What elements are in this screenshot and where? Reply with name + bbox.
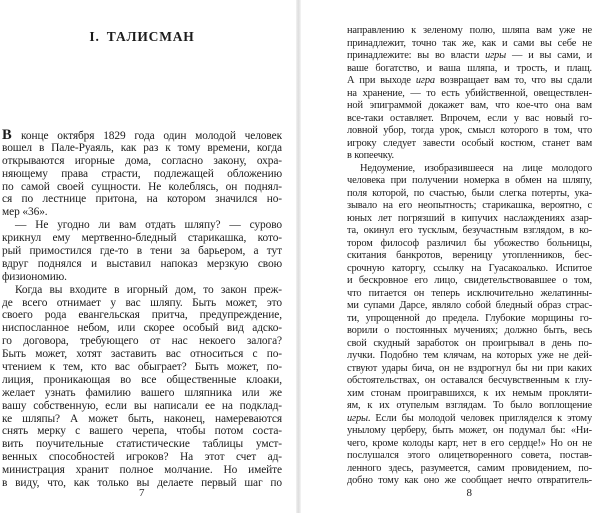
text-line: ствуют удары бича, он не вздрогнул бы ни при каких (347, 362, 592, 374)
paragraph (2, 129, 282, 219)
text-line: что питается он теперь исключительно желатинны- (347, 287, 592, 299)
paragraph (2, 284, 282, 490)
text-line: Быть может, хотят заставить вас относиться с по- (2, 348, 282, 361)
text-line: тором философ различил бы убожество больницы, (347, 237, 592, 249)
text-line: открываются игорные дома, согласно закону, охра- (2, 154, 282, 167)
text-line: желает узнать фамилию вашего шляпника или же (2, 386, 282, 399)
text-line: в виду, что, как только вы делаете первый шаг по (2, 477, 282, 490)
paragraph (347, 25, 592, 163)
text-line: чтением к тем, кто вас обыграет? Быть может, по- (2, 361, 282, 374)
text-line: юных лет погрязший в кипучих наслаждениях азар- (347, 212, 592, 224)
text-line: ной эпиграммой докажет вам, что кое-что она вам (347, 100, 592, 111)
text-line: ниспосланное небом, или скорее особый вид адско- (2, 322, 282, 335)
paragraph (347, 163, 592, 488)
text-line: унылому церберу, быть может, он подумал бы: «Ни- (347, 425, 592, 436)
text-line: послушался этого олицетворенного совета, постав- (347, 450, 592, 461)
text-line: поля которой, по счастью, были слегка потерты, ука- (347, 187, 592, 199)
text-line: обстоятельствах, он оставался бесчувственным к глу- (347, 375, 592, 386)
text-line: добно тому как оно же сообщает нечто отвратитель- (347, 475, 592, 486)
text-line: ям, к их отупелым взглядам. То было воплощение (347, 400, 592, 411)
text-line: направлению к зеленому полю, шляпа вам уже не (347, 25, 592, 36)
text-line: по самой своей сущности. Не колеблясь, он поднял- (2, 180, 282, 193)
text-line: человека при получении номерка в обмен на шляпу, (347, 175, 592, 186)
text-line: министрация хранит полное молчание. Но имейте (2, 464, 282, 477)
text-line: вошел в Пале-Руаяль, как раз к тому времени, когда (2, 141, 282, 154)
paragraph (2, 219, 282, 283)
text-line: срочную каторгу, ссылку на Гуасакоалько. Испитое (347, 262, 592, 274)
text-line: принадлежите: вы во власти игры — и вы сами, и (347, 50, 592, 61)
page-left-text (2, 129, 282, 490)
page-right[interactable] (347, 0, 592, 513)
text-line: вашу собственную, если вы написали ее на подклад- (2, 399, 282, 412)
text-line: Недоумение, изобразившееся на лице молодого (360, 162, 592, 174)
text-line: в копеечку. (347, 150, 394, 161)
text-line: своего рода евангельская притча, предупреждение, (2, 309, 282, 322)
text-line: ворили о постоянных мучениях; должно быть, весь (347, 325, 592, 336)
text-line: ти, упрощенной до предела. Глубокие морщины го- (347, 312, 592, 324)
text-line: игры. Если бы молодой человек пригляделся к этому (347, 412, 592, 424)
text-line: скитания банкротов, вереницу утопленников, бес- (347, 250, 592, 261)
text-line: снять мерку с вашего черепа, чтобы потом соста- (2, 425, 282, 438)
chapter-title: I. ТАЛИСМАН (89, 29, 195, 44)
page-right-text (347, 25, 592, 488)
text-line: ловной убор, тогда урок, смысл которого в том, что (347, 125, 592, 136)
text-line: все-таки оставляет. Впрочем, если у вас новый го- (347, 112, 592, 124)
text-line: ся по лестнице притона, на котором значился но- (2, 193, 282, 206)
text-line: та, окинул его тусклым, безучастным взглядом, в ко- (347, 225, 592, 236)
text-line: чего, кроме колоды карт, нет в его сердце!» Но он не (347, 437, 592, 449)
text-line: Когда вы входите в игорный дом, то закон преж- (15, 283, 282, 296)
drop-cap: В (2, 129, 13, 142)
text-line: В конце октября 1829 года один молодой человек (2, 129, 282, 142)
text-line: физиономию. (2, 270, 67, 283)
text-line: игроку следует завести особый костюм, станет вам (347, 137, 592, 149)
text-line: на хранение, — то есть убийственной, овеществлен- (347, 87, 592, 99)
text-line: — Не угодно ли вам отдать шляпу? — сурово (15, 219, 282, 232)
text-line: венных способностей игроков? На этот счет ад- (2, 451, 282, 464)
text-line: зывало на его неопытность; старикашка, вероятно, с (347, 200, 592, 211)
text-line: вдруг поднялся и выставил напоказ мерзкую свою (2, 257, 282, 270)
text-line: лиция, проникающая во все общественные клоаки, (2, 373, 282, 386)
text-line: рый примостился где-то в тени за барьером, а тут (2, 245, 282, 258)
text-line: лучки. Подобно тем клячам, на которых уже не дей- (347, 350, 592, 361)
text-line: го договора, требующего от нас некоего залога? (2, 335, 282, 348)
page-left[interactable] (2, 0, 282, 513)
text-line: А при выходе игра возвращает вам то, что вы сдали (347, 75, 592, 86)
page-number: 8 (466, 487, 473, 499)
text-line: ми супами Дарсе, являло собой бледный образ страс- (347, 300, 592, 311)
text-line: и бескровное его лицо, свидетельствовавшее о том, (347, 275, 592, 286)
text-line: ваше богатство, и ваша шляпа, и трость, и плащ. (347, 62, 592, 74)
text-line: ке шляпы? А может быть, наконец, намереваются (2, 412, 282, 425)
text-line: вить поучительные статистические таблицы умст- (2, 438, 282, 451)
text-line: принадлежит, точно так же, как и сами вы себе не (347, 37, 592, 49)
text-line: де всего отнимает у вас шляпу. Быть может, это (2, 296, 282, 309)
text-line: ленного здесь, разумеется, самим провидением, по- (347, 462, 592, 474)
text-line: крикнул ему мертвенно-бледный старикашка, кото- (2, 232, 282, 245)
page-number: 7 (139, 487, 145, 499)
text-line: няющему права страсти, подлежащей обложению (2, 167, 282, 180)
text-line: хим стонам проигравшихся, к их немым прокляти- (347, 387, 592, 399)
page-gutter-divider (296, 0, 301, 513)
text-line: мер «36». (2, 206, 48, 219)
text-line: свой скудный заработок он проигрывал в день по- (347, 337, 592, 349)
